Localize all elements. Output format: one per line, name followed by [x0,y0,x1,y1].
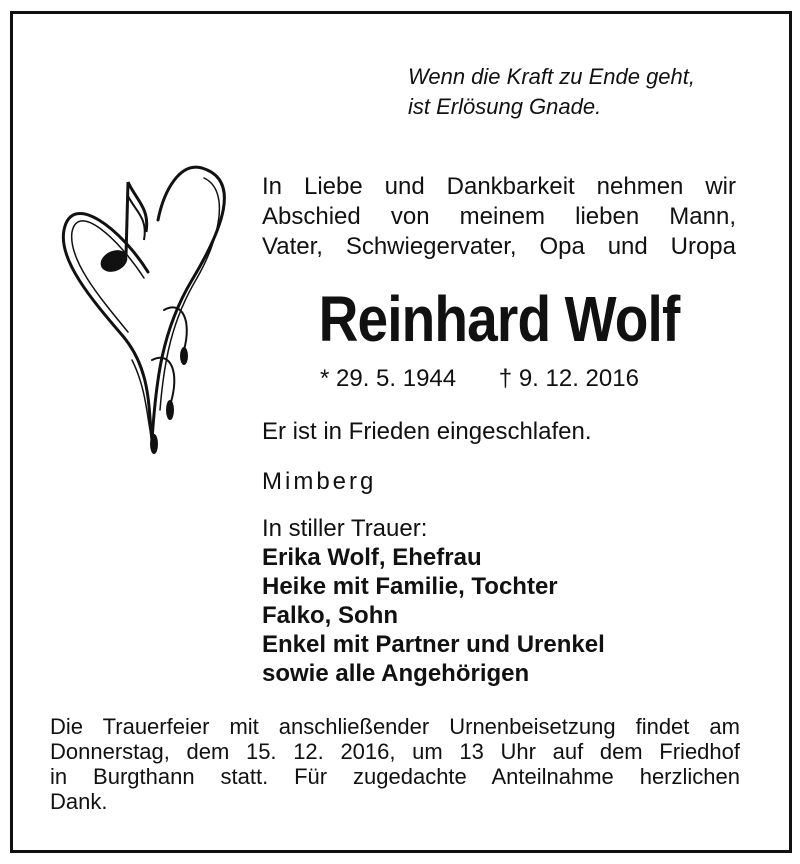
funeral-notice-line-4: Dank. [50,789,108,814]
mourner-entry: Erika Wolf, Ehefrau [262,544,482,571]
mourners-list [262,514,605,688]
intro-line-2: Abschied von meinem lieben Mann, [262,203,736,230]
peace-text: Er ist in Frieden eingeschlafen. [262,418,592,445]
mourner-entry: Heike mit Familie, Tochter [262,573,558,600]
mourners-intro: In stiller Trauer: [262,515,428,542]
motto-line-2: ist Erlösung Gnade. [408,94,602,119]
funeral-notice-line-3: in Burgthann statt. Für zugedachte Anteilnahme herzlichen [50,764,740,789]
funeral-notice-line-2: Donnerstag, dem 15. 12. 2016, um 13 Uhr auf dem Friedhof [50,739,740,764]
mourner-entry: Enkel mit Partner und Urenkel [262,631,605,658]
funeral-notice [50,714,740,814]
deceased-name: Reinhard Wolf [318,283,680,355]
intro-text [262,172,736,262]
motto-line-1: Wenn die Kraft zu Ende geht, [408,64,695,89]
intro-line-1: In Liebe und Dankbarkeit nehmen wir [262,173,736,200]
place-name: Mimberg [262,468,377,495]
intro-line-3: Vater, Schwiegervater, Opa und Uropa [262,233,736,260]
funeral-notice-line-1: Die Trauerfeier mit anschließender Urnenbeisetzung findet am [50,714,740,739]
death-date: † 9. 12. 2016 [498,365,639,392]
birth-date: * 29. 5. 1944 [320,365,457,392]
mourner-entry: sowie alle Angehörigen [262,660,530,687]
music-note-heart-icon [52,160,242,470]
motto [408,62,695,122]
life-dates [320,362,639,396]
mourner-entry: Falko, Sohn [262,602,399,629]
